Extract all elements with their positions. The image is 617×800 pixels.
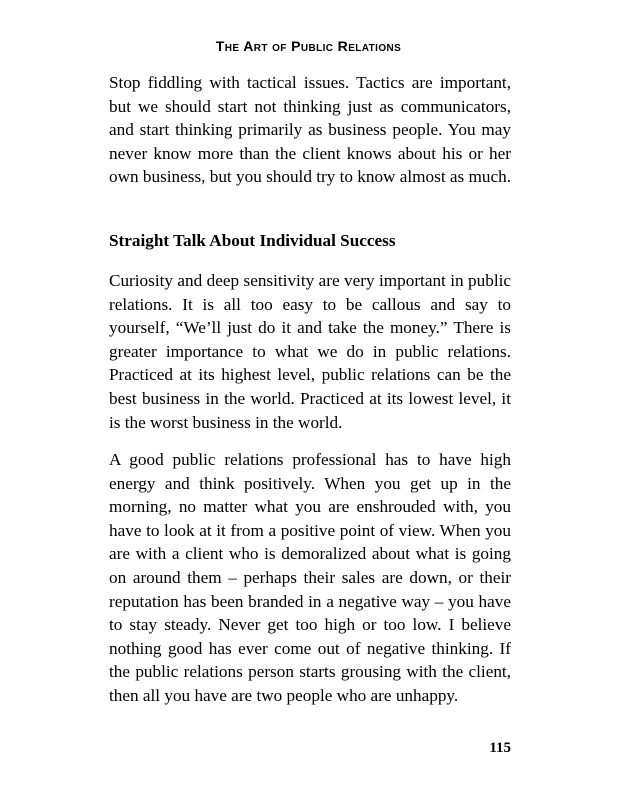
section-heading: Straight Talk About Individual Success — [109, 231, 396, 250]
body-paragraph-1: Stop fiddling with tactical issues. Tactics are important, but we should start not thinking just as communicators, and start thinking primarily as business people. You may never know more than the client knows about his or her own business, but you should try to know almost as much. — [109, 73, 511, 187]
body-paragraph-2: Curiosity and deep sensitivity are very important in public relations. It is all too easy to be callous and say to yourself, “We’ll just do it and take the money.” There is greater importance to what we do in public relations. Practiced at its highest level, public relations can be the best business in the world. Practiced at its lowest level, it is the worst business in the world. — [109, 271, 511, 432]
running-head: The Art of Public Relations — [215, 38, 402, 54]
page-number: 115 — [489, 740, 511, 756]
body-paragraph-3: A good public relations professional has to have high energy and think positively. When you get up in the morning, no matter what you are enshrouded with, you have to look at it from a positive point of view. When you are with a client who is demoralized about what is going on around them – perhaps their sales are down, or their reputation has been branded in a negative way – you have to stay steady. Never get too high or too low. I believe nothing good has ever come out of negative thinking. If the public relations person starts grousing with the client, then all you have are two people who are unhappy. — [109, 450, 511, 705]
